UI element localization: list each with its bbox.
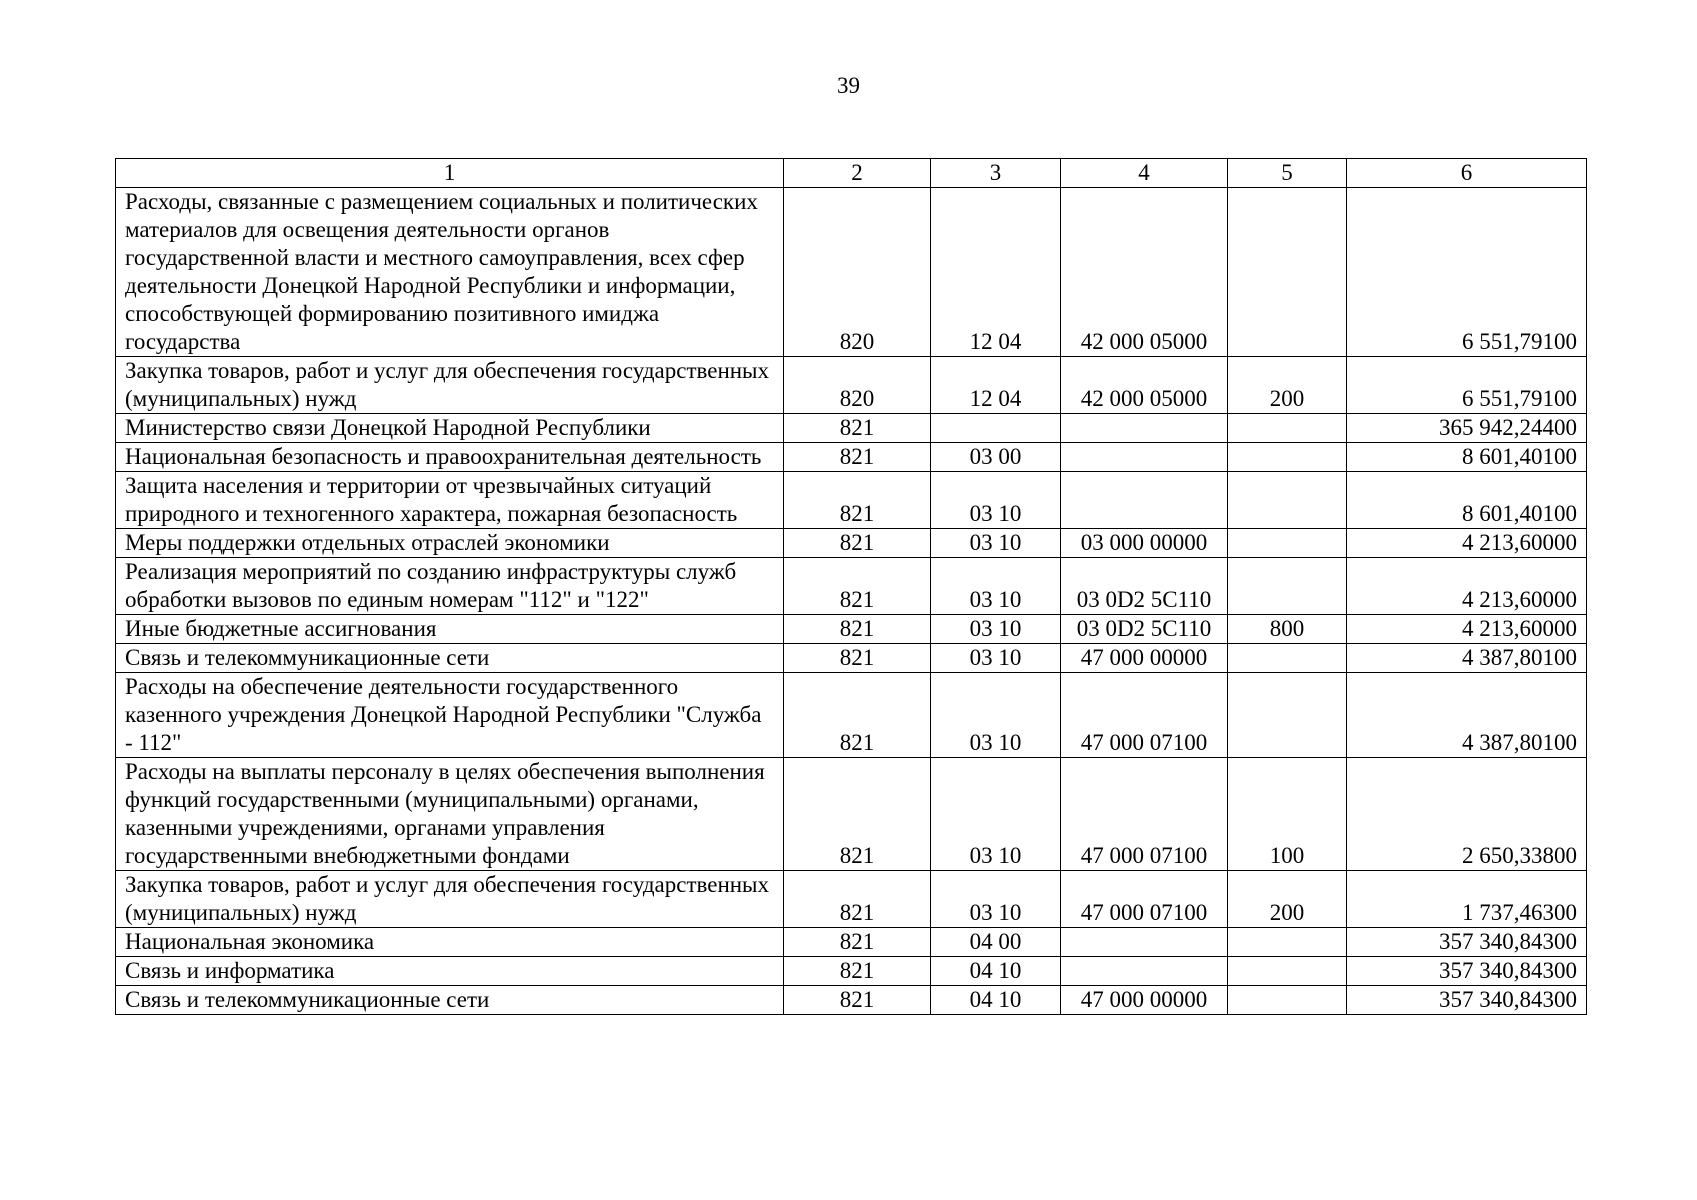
row-name-cell: Расходы на обеспечение деятельности государственного казенного учреждения Донецкой Народной Республики "Служба - 112" bbox=[116, 673, 784, 758]
table-row bbox=[116, 986, 1587, 1015]
section-code-cell: 03 10 bbox=[931, 615, 1061, 644]
expense-type-cell bbox=[1228, 986, 1347, 1015]
amount-cell: 357 340,84300 bbox=[1347, 957, 1587, 986]
table-row bbox=[116, 472, 1587, 529]
section-code-cell: 04 00 bbox=[931, 928, 1061, 957]
table-row bbox=[116, 957, 1587, 986]
target-article-cell bbox=[1061, 414, 1228, 443]
column-header-2: 2 bbox=[784, 159, 931, 188]
target-article-cell bbox=[1061, 957, 1228, 986]
row-name-cell: Закупка товаров, работ и услуг для обеспечения государственных (муниципальных) нужд bbox=[116, 357, 784, 414]
section-code-cell: 03 10 bbox=[931, 871, 1061, 928]
table-row bbox=[116, 357, 1587, 414]
ministry-code-cell: 821 bbox=[784, 443, 931, 472]
expense-type-cell: 200 bbox=[1228, 357, 1347, 414]
table-row bbox=[116, 615, 1587, 644]
row-name-cell: Связь и информатика bbox=[116, 957, 784, 986]
section-code-cell: 03 10 bbox=[931, 758, 1061, 871]
ministry-code-cell: 821 bbox=[784, 472, 931, 529]
page-number: 39 bbox=[837, 73, 860, 98]
section-code-cell: 03 10 bbox=[931, 644, 1061, 673]
section-code-cell: 03 10 bbox=[931, 472, 1061, 529]
amount-cell: 6 551,79100 bbox=[1347, 357, 1587, 414]
target-article-cell bbox=[1061, 472, 1228, 529]
ministry-code-cell: 821 bbox=[784, 615, 931, 644]
amount-cell: 8 601,40100 bbox=[1347, 472, 1587, 529]
target-article-cell bbox=[1061, 443, 1228, 472]
section-code-cell: 03 10 bbox=[931, 529, 1061, 558]
column-header-1: 1 bbox=[116, 159, 784, 188]
row-name-cell: Связь и телекоммуникационные сети bbox=[116, 644, 784, 673]
target-article-cell: 42 000 05000 bbox=[1061, 188, 1228, 357]
table-row bbox=[116, 443, 1587, 472]
expense-type-cell bbox=[1228, 414, 1347, 443]
target-article-cell: 03 0D2 5C110 bbox=[1061, 615, 1228, 644]
ministry-code-cell: 821 bbox=[784, 529, 931, 558]
target-article-cell: 47 000 07100 bbox=[1061, 871, 1228, 928]
target-article-cell: 42 000 05000 bbox=[1061, 357, 1228, 414]
column-header-3: 3 bbox=[931, 159, 1061, 188]
target-article-cell: 47 000 07100 bbox=[1061, 758, 1228, 871]
target-article-cell: 47 000 00000 bbox=[1061, 644, 1228, 673]
column-header-4: 4 bbox=[1061, 159, 1228, 188]
row-name-cell: Защита населения и территории от чрезвычайных ситуаций природного и техногенного характера, пожарная безопасность bbox=[116, 472, 784, 529]
amount-cell: 4 213,60000 bbox=[1347, 529, 1587, 558]
amount-cell: 8 601,40100 bbox=[1347, 443, 1587, 472]
amount-cell: 4 387,80100 bbox=[1347, 644, 1587, 673]
amount-cell: 365 942,24400 bbox=[1347, 414, 1587, 443]
expense-type-cell bbox=[1228, 957, 1347, 986]
target-article-cell bbox=[1061, 928, 1228, 957]
table-row bbox=[116, 529, 1587, 558]
section-code-cell: 04 10 bbox=[931, 986, 1061, 1015]
target-article-cell: 03 0D2 5C110 bbox=[1061, 558, 1228, 615]
amount-cell: 4 387,80100 bbox=[1347, 673, 1587, 758]
column-header-5: 5 bbox=[1228, 159, 1347, 188]
section-code-cell: 04 10 bbox=[931, 957, 1061, 986]
section-code-cell bbox=[931, 414, 1061, 443]
ministry-code-cell: 821 bbox=[784, 957, 931, 986]
target-article-cell: 47 000 07100 bbox=[1061, 673, 1228, 758]
ministry-code-cell: 821 bbox=[784, 928, 931, 957]
table-row bbox=[116, 673, 1587, 758]
table-row bbox=[116, 871, 1587, 928]
expense-type-cell bbox=[1228, 443, 1347, 472]
amount-cell: 357 340,84300 bbox=[1347, 986, 1587, 1015]
row-name-cell: Министерство связи Донецкой Народной Республики bbox=[116, 414, 784, 443]
table-row bbox=[116, 558, 1587, 615]
expense-type-cell bbox=[1228, 472, 1347, 529]
row-name-cell: Национальная экономика bbox=[116, 928, 784, 957]
table-row bbox=[116, 414, 1587, 443]
ministry-code-cell: 821 bbox=[784, 871, 931, 928]
section-code-cell: 03 10 bbox=[931, 558, 1061, 615]
amount-cell: 6 551,79100 bbox=[1347, 188, 1587, 357]
amount-cell: 4 213,60000 bbox=[1347, 615, 1587, 644]
expense-type-cell bbox=[1228, 188, 1347, 357]
row-name-cell: Связь и телекоммуникационные сети bbox=[116, 986, 784, 1015]
section-code-cell: 12 04 bbox=[931, 357, 1061, 414]
column-header-6: 6 bbox=[1347, 159, 1587, 188]
ministry-code-cell: 821 bbox=[784, 644, 931, 673]
expense-type-cell: 200 bbox=[1228, 871, 1347, 928]
ministry-code-cell: 820 bbox=[784, 357, 931, 414]
target-article-cell: 47 000 00000 bbox=[1061, 986, 1228, 1015]
expense-type-cell bbox=[1228, 529, 1347, 558]
row-name-cell: Национальная безопасность и правоохранительная деятельность bbox=[116, 443, 784, 472]
row-name-cell: Иные бюджетные ассигнования bbox=[116, 615, 784, 644]
ministry-code-cell: 821 bbox=[784, 558, 931, 615]
ministry-code-cell: 821 bbox=[784, 673, 931, 758]
expense-type-cell bbox=[1228, 558, 1347, 615]
row-name-cell: Закупка товаров, работ и услуг для обеспечения государственных (муниципальных) нужд bbox=[116, 871, 784, 928]
table-row bbox=[116, 928, 1587, 957]
ministry-code-cell: 820 bbox=[784, 188, 931, 357]
amount-cell: 357 340,84300 bbox=[1347, 928, 1587, 957]
ministry-code-cell: 821 bbox=[784, 986, 931, 1015]
section-code-cell: 12 04 bbox=[931, 188, 1061, 357]
ministry-code-cell: 821 bbox=[784, 414, 931, 443]
expense-type-cell: 100 bbox=[1228, 758, 1347, 871]
table-row bbox=[116, 758, 1587, 871]
row-name-cell: Расходы на выплаты персоналу в целях обеспечения выполнения функций государственными (муниципальными) органами, казенными учреждениями, органами управления государственными внебюджетными фондами bbox=[116, 758, 784, 871]
expense-type-cell bbox=[1228, 673, 1347, 758]
section-code-cell: 03 00 bbox=[931, 443, 1061, 472]
expense-type-cell bbox=[1228, 644, 1347, 673]
expense-type-cell bbox=[1228, 928, 1347, 957]
amount-cell: 2 650,33800 bbox=[1347, 758, 1587, 871]
expense-type-cell: 800 bbox=[1228, 615, 1347, 644]
amount-cell: 1 737,46300 bbox=[1347, 871, 1587, 928]
row-name-cell: Реализация мероприятий по созданию инфраструктуры служб обработки вызовов по единым номерам "112" и "122" bbox=[116, 558, 784, 615]
section-code-cell: 03 10 bbox=[931, 673, 1061, 758]
budget-table bbox=[115, 158, 1587, 1015]
target-article-cell: 03 000 00000 bbox=[1061, 529, 1228, 558]
row-name-cell: Меры поддержки отдельных отраслей экономики bbox=[116, 529, 784, 558]
ministry-code-cell: 821 bbox=[784, 758, 931, 871]
amount-cell: 4 213,60000 bbox=[1347, 558, 1587, 615]
table-row bbox=[116, 644, 1587, 673]
row-name-cell: Расходы, связанные с размещением социальных и политических материалов для освещения деятельности органов государственной власти и местного самоуправления, всех сфер деятельности Донецкой Народной Республики и информации, способствующей формированию позитивного имиджа государства bbox=[116, 188, 784, 357]
table-header-row bbox=[116, 159, 1587, 188]
table-row bbox=[116, 188, 1587, 357]
